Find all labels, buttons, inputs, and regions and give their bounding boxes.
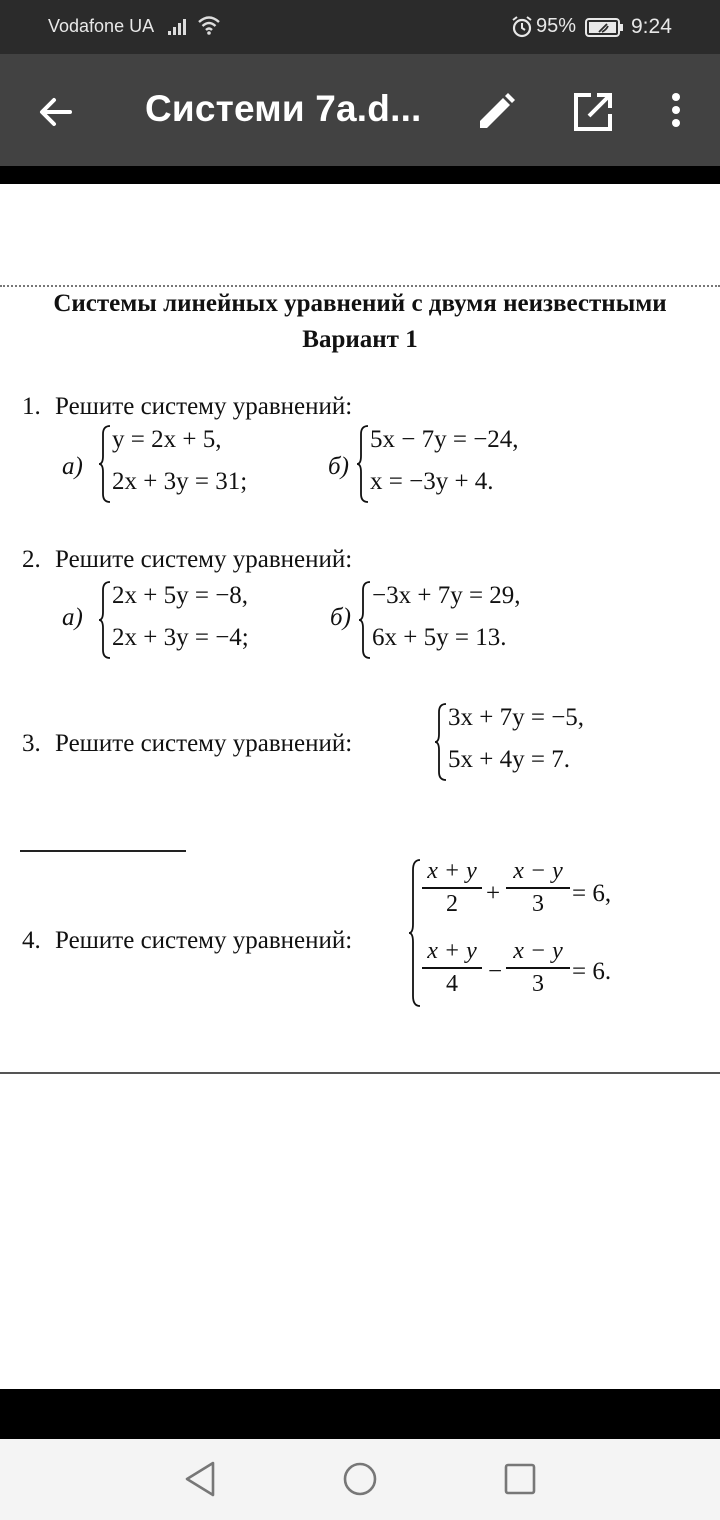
equation-rhs: = 6,: [572, 880, 612, 907]
back-arrow-icon[interactable]: [34, 90, 78, 134]
operator: +: [486, 880, 501, 907]
wifi-icon: [197, 14, 221, 42]
system-2a: [98, 580, 298, 660]
task-number: 3.: [22, 730, 41, 757]
edit-pencil-icon[interactable]: [474, 90, 518, 139]
variant-heading: Вариант 1: [302, 326, 418, 353]
equation-rhs: = 6.: [572, 958, 612, 985]
equation: 2x + 3y = −4;: [112, 624, 249, 651]
task-number: 4.: [22, 927, 41, 954]
equation: 2x + 5y = −8,: [112, 582, 249, 609]
system-3: [434, 702, 654, 782]
operator: −: [488, 958, 503, 985]
document-title: Системи 7а.d...: [145, 88, 422, 129]
task-text: Решите систему уравнений:: [55, 927, 353, 954]
fraction: x − y 3: [506, 858, 570, 918]
more-options-icon[interactable]: [664, 90, 688, 139]
blank-line: [20, 850, 186, 852]
battery-percent: 95%: [536, 15, 577, 37]
task-3: [22, 730, 352, 758]
subtask-a-label: а): [62, 604, 83, 631]
brace-icon: [408, 858, 422, 1008]
app-toolbar: [0, 54, 720, 166]
battery-icon: [585, 18, 625, 44]
system-4: [408, 858, 648, 1008]
task-1: [22, 393, 352, 421]
equation: 2x + 3y = 31;: [112, 468, 248, 495]
brace-icon: [98, 424, 112, 504]
task-2: [22, 546, 352, 574]
task-text: Решите систему уравнений:: [55, 730, 353, 757]
carrier-name: Vodafone UA: [48, 16, 155, 36]
equation: −3x + 7y = 29,: [372, 582, 521, 609]
subtask-b-label: б): [328, 453, 349, 480]
equation: x = −3y + 4.: [370, 468, 494, 495]
brace-icon: [356, 424, 370, 504]
fraction: x − y 3: [506, 938, 570, 998]
open-external-icon[interactable]: [571, 90, 615, 139]
system-2b: [358, 580, 588, 660]
task-number: 2.: [22, 546, 41, 573]
signal-icon: [167, 16, 189, 42]
brace-icon: [98, 580, 112, 660]
system-1b: [356, 424, 576, 504]
fraction: x + y 2: [422, 858, 482, 918]
brace-icon: [358, 580, 372, 660]
page-bottom-rule: [0, 1072, 720, 1074]
page-top-rule: [0, 285, 720, 287]
equation: 5x + 4y = 7.: [448, 746, 570, 773]
task-number: 1.: [22, 393, 41, 420]
document-page[interactable]: [0, 184, 720, 1389]
nav-back-icon[interactable]: [183, 1461, 217, 1502]
subtask-b-label: б): [330, 604, 351, 631]
status-bar: [0, 0, 720, 54]
system-1a: [98, 424, 298, 504]
bottom-black-band: [0, 1389, 720, 1439]
equation: y = 2x + 5,: [112, 426, 222, 453]
nav-recents-icon[interactable]: [503, 1461, 537, 1502]
system-nav-bar: [0, 1439, 720, 1520]
clock: 9:24: [631, 15, 672, 38]
subtask-a-label: а): [62, 453, 83, 480]
equation: 5x − 7y = −24,: [370, 426, 519, 453]
document-heading: Системы линейных уравнений с двумя неизвестными: [53, 290, 667, 317]
alarm-icon: [510, 15, 534, 45]
brace-icon: [434, 702, 448, 782]
equation: 3x + 7y = −5,: [448, 704, 585, 731]
task-4: [22, 927, 352, 955]
fraction: x + y 4: [422, 938, 482, 998]
nav-home-icon[interactable]: [342, 1461, 378, 1502]
task-text: Решите систему уравнений:: [55, 546, 353, 573]
task-text: Решите систему уравнений:: [55, 393, 353, 420]
equation: 6x + 5y = 13.: [372, 624, 507, 651]
